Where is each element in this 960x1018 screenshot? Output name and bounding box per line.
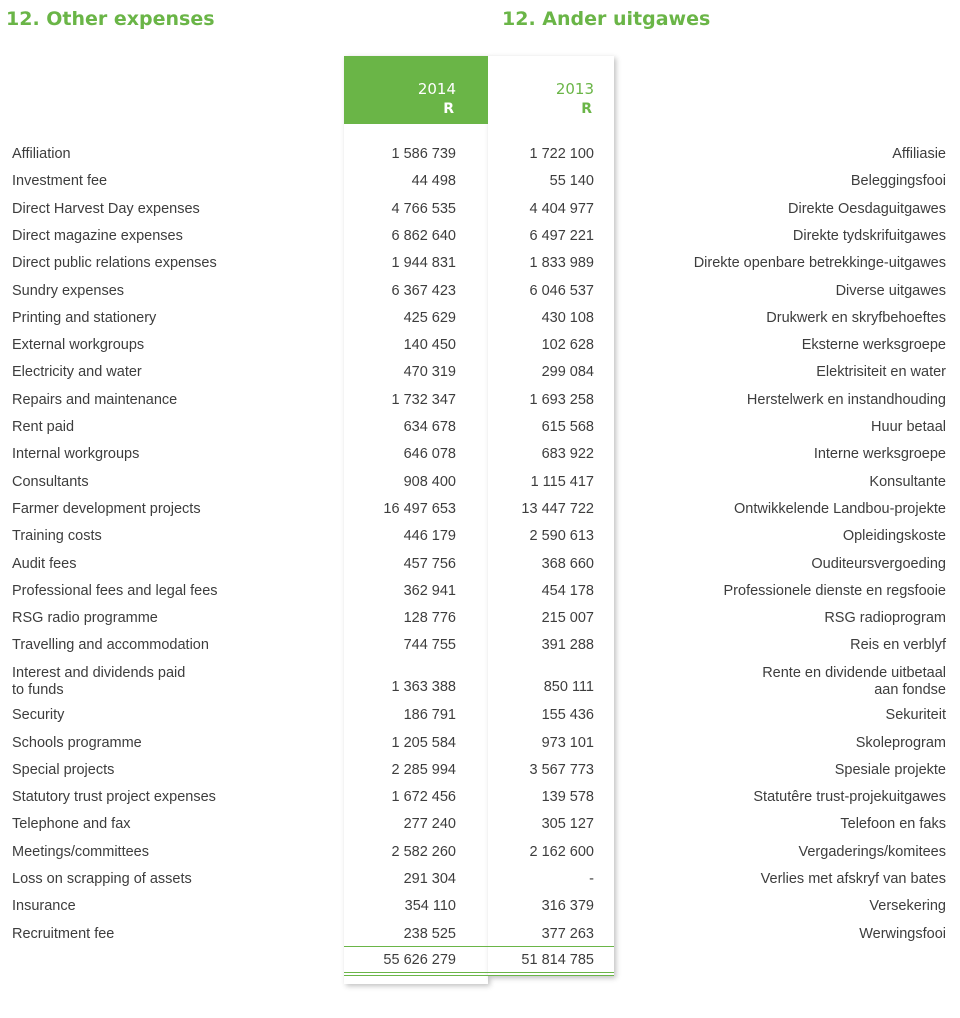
row-value-2014: 4 766 535 — [391, 200, 456, 217]
row-label-afrikaans: Beleggingsfooi — [850, 173, 946, 190]
row-label-afrikaans: Diverse uitgawes — [835, 282, 946, 299]
row-value-2014: 186 791 — [403, 707, 456, 724]
row-value-2014: 446 179 — [403, 528, 456, 545]
row-label-english: Electricity and water — [12, 364, 142, 381]
row-label-english: Farmer development projects — [12, 500, 201, 517]
row-value-2013: 391 288 — [541, 637, 594, 654]
total-2013: 51 814 785 — [521, 952, 594, 968]
row-value-2014: 6 862 640 — [391, 227, 456, 244]
row-label-afrikaans: Herstelwerk en instandhouding — [746, 391, 946, 408]
row-label-afrikaans: Versekering — [869, 898, 946, 915]
row-value-2013: 430 108 — [541, 309, 594, 326]
row-value-2014: 140 450 — [403, 337, 456, 354]
row-value-2014: 1 586 739 — [391, 146, 456, 162]
row-value-2013: 973 101 — [541, 734, 594, 751]
row-value-2013: 1 833 989 — [529, 255, 594, 272]
row-value-2013: 1 722 100 — [529, 146, 594, 162]
row-label-english: Direct magazine expenses — [12, 227, 183, 244]
row-value-2014: 277 240 — [403, 816, 456, 833]
row-label-english: Printing and stationery — [12, 309, 157, 326]
row-value-2013: 368 660 — [541, 555, 594, 572]
row-value-2013: 215 007 — [541, 610, 594, 627]
row-value-2014: 238 525 — [403, 925, 456, 942]
row-label-afrikaans: Skoleprogram — [855, 734, 946, 751]
row-value-2014: 425 629 — [403, 309, 456, 326]
row-label-afrikaans: Eksterne werksgroepe — [801, 337, 946, 354]
row-label-afrikaans: Ontwikkelende Landbou-projekte — [734, 500, 946, 517]
row-value-2014: 908 400 — [403, 473, 456, 490]
row-value-2013: 316 379 — [541, 898, 594, 915]
row-value-2013: 3 567 773 — [529, 761, 594, 778]
row-value-2013: 4 404 977 — [529, 200, 594, 217]
row-label-afrikaans: Sekuriteit — [885, 707, 946, 724]
row-value-2014: 44 498 — [411, 173, 456, 190]
row-label-english: Training costs — [12, 528, 102, 545]
row-label-afrikaans: Ouditeursvergoeding — [811, 555, 946, 572]
row-value-2014: 16 497 653 — [383, 500, 456, 517]
row-value-2014: 2 582 260 — [391, 843, 456, 860]
total-rule-top — [344, 946, 614, 947]
row-label-english: Interest and dividends paid to funds — [12, 664, 186, 698]
row-label-english: Telephone and fax — [12, 816, 131, 833]
row-label-afrikaans: Affiliasie — [892, 146, 946, 162]
row-value-2013: 683 922 — [541, 446, 594, 463]
row-label-english: Recruitment fee — [12, 925, 115, 942]
row-label-english: Insurance — [12, 898, 76, 915]
row-value-2014: 1 732 347 — [391, 391, 456, 408]
total-rule-bottom-1 — [344, 972, 614, 973]
row-value-2013: 139 578 — [541, 789, 594, 806]
row-value-2013: 6 046 537 — [529, 282, 594, 299]
row-label-afrikaans: Konsultante — [869, 473, 946, 490]
row-value-2013: 1 115 417 — [530, 473, 594, 490]
row-value-2014: 457 756 — [403, 555, 456, 572]
row-value-2014: 291 304 — [403, 871, 456, 887]
column-year-2014: 2014 — [417, 80, 456, 98]
row-label-afrikaans: Spesiale projekte — [834, 761, 946, 778]
row-label-afrikaans: Interne werksgroepe — [813, 446, 946, 463]
column-year-2013: 2013 — [555, 80, 594, 98]
row-value-2014: 362 941 — [403, 582, 456, 599]
row-label-english: Internal workgroups — [12, 446, 140, 463]
row-value-2013: 615 568 — [541, 419, 594, 435]
column-unit-2013: R — [581, 101, 592, 117]
row-label-afrikaans: Direkte openbare betrekkinge-uitgawes — [693, 255, 946, 272]
row-value-2014: 1 205 584 — [391, 734, 456, 751]
row-label-afrikaans: Elektrisiteit en water — [816, 364, 946, 381]
row-value-2014: 1 363 388 — [391, 678, 456, 695]
row-label-english: Statutory trust project expenses — [12, 789, 216, 806]
row-label-english: Rent paid — [12, 419, 75, 435]
row-value-2013: 454 178 — [541, 582, 594, 599]
row-value-2014: 1 944 831 — [391, 255, 456, 272]
total-rule-bottom-2 — [344, 975, 614, 976]
row-value-2013: 1 693 258 — [529, 391, 594, 408]
row-label-english: Direct Harvest Day expenses — [12, 200, 200, 217]
row-label-afrikaans: Reis en verblyf — [850, 637, 946, 654]
row-label-english: Security — [12, 707, 65, 724]
row-value-2014: 744 755 — [403, 637, 456, 654]
row-label-afrikaans: RSG radioprogram — [824, 610, 946, 627]
row-label-afrikaans: Vergaderings/komitees — [798, 843, 946, 860]
row-label-english: Special projects — [12, 761, 115, 778]
row-label-afrikaans: Drukwerk en skryfbehoeftes — [766, 309, 946, 326]
row-value-2013: 377 263 — [541, 925, 594, 942]
row-value-2013: 2 590 613 — [529, 528, 594, 545]
row-value-2013: 850 111 — [543, 678, 594, 695]
row-value-2013: 13 447 722 — [521, 500, 594, 517]
row-value-2013: 305 127 — [541, 816, 594, 833]
row-value-2014: 634 678 — [403, 419, 456, 435]
row-value-2014: 470 319 — [403, 364, 456, 381]
row-label-afrikaans: Opleidingskoste — [842, 528, 946, 545]
row-value-2013: 299 084 — [541, 364, 594, 381]
row-label-afrikaans: Professionele dienste en regsfooie — [723, 582, 946, 599]
row-label-afrikaans: Verlies met afskryf van bates — [760, 871, 946, 887]
heading-afrikaans: 12. Ander uitgawes — [502, 8, 711, 30]
row-label-english: Direct public relations expenses — [12, 255, 217, 272]
row-value-2013: 155 436 — [541, 707, 594, 724]
row-label-english: Meetings/committees — [12, 843, 149, 860]
row-label-afrikaans: Huur betaal — [871, 419, 946, 435]
row-label-english: External workgroups — [12, 337, 145, 354]
row-value-2013: 102 628 — [541, 337, 594, 354]
row-label-afrikaans: Direkte Oesdaguitgawes — [788, 200, 946, 217]
row-value-2014: 646 078 — [403, 446, 456, 463]
row-label-english: Sundry expenses — [12, 282, 125, 299]
row-label-english: Affiliation — [12, 146, 71, 162]
row-value-2014: 128 776 — [403, 610, 456, 627]
row-value-2014: 1 672 456 — [391, 789, 456, 806]
row-label-english: Schools programme — [12, 734, 142, 751]
row-label-afrikaans: Direkte tydskrifuitgawes — [792, 227, 946, 244]
row-label-english: Professional fees and legal fees — [12, 582, 218, 599]
column-header-2014 — [344, 56, 488, 124]
row-label-english: Investment fee — [12, 173, 108, 190]
row-value-2014: 6 367 423 — [391, 282, 456, 299]
row-label-afrikaans: Statutêre trust-projekuitgawes — [753, 789, 946, 806]
row-label-english: Consultants — [12, 473, 89, 490]
row-value-2013: 55 140 — [549, 173, 594, 190]
row-value-2014: 2 285 994 — [391, 761, 456, 778]
column-header-2013 — [488, 56, 614, 124]
row-value-2013: 2 162 600 — [529, 843, 594, 860]
column-unit-2014: R — [443, 101, 454, 117]
row-label-afrikaans: Werwingsfooi — [859, 925, 946, 942]
total-2014: 55 626 279 — [383, 952, 456, 968]
row-value-2014: 354 110 — [404, 898, 456, 915]
row-label-english: Travelling and accommodation — [12, 637, 209, 654]
heading-english: 12. Other expenses — [6, 8, 215, 30]
row-label-english: Audit fees — [12, 555, 77, 572]
row-label-english: RSG radio programme — [12, 610, 158, 627]
row-label-afrikaans: Rente en dividende uitbetaal aan fondse — [762, 664, 946, 698]
row-label-english: Loss on scrapping of assets — [12, 871, 192, 887]
row-label-afrikaans: Telefoon en faks — [840, 816, 946, 833]
row-value-2013: - — [589, 871, 594, 887]
row-value-2013: 6 497 221 — [529, 227, 594, 244]
row-label-english: Repairs and maintenance — [12, 391, 178, 408]
